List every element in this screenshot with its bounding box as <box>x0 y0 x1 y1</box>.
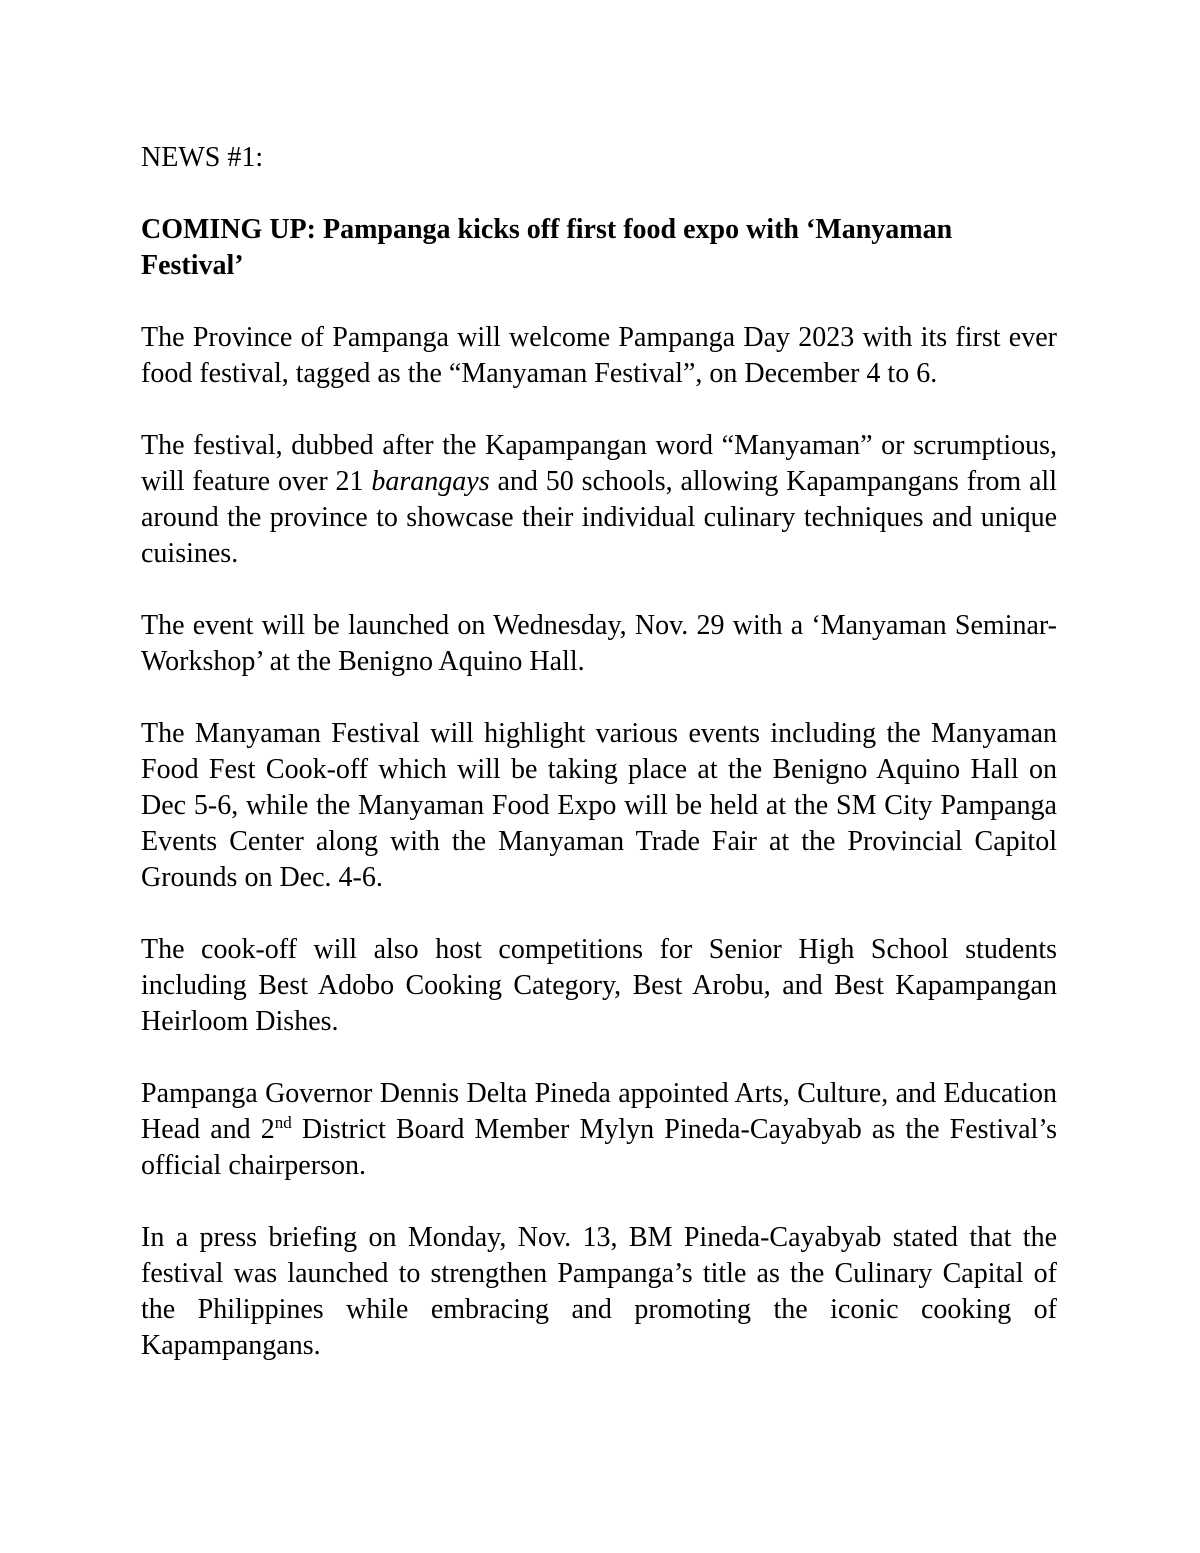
paragraph-3: The event will be launched on Wednesday, Nov. 29 with a ‘Manyaman Seminar-Workshop’ at the Benigno Aquino Hall. <box>141 610 1057 677</box>
paragraph-6-text-before: Pampanga Governor Dennis Delta Pineda appointed Arts, Culture, and Education Head and 2 <box>141 1078 1057 1145</box>
document-page <box>141 140 1057 1364</box>
paragraph-2-italic-term: barangays <box>371 466 490 497</box>
paragraph-6 <box>141 1076 1057 1184</box>
paragraph-5: The cook-off will also host competitions for Senior High School students including Best Adobo Cooking Category, Best Arobu, and Best Kapampangan Heirloom Dishes. <box>141 934 1057 1037</box>
paragraph-4: The Manyaman Festival will highlight various events including the Manyaman Food Fest Cook-off which will be taking place at the Benigno Aquino Hall on Dec 5-6, while the Manyaman Food Expo will be held at the SM City Pampanga Events Center along with the Manyaman Trade Fair at the Provincial Capitol Grounds on Dec. 4-6. <box>141 718 1057 893</box>
paragraph-7: In a press briefing on Monday, Nov. 13, BM Pineda-Cayabyab stated that the festival was launched to strengthen Pampanga’s title as the Culinary Capital of the Philippines while embracing and promoting the iconic cooking of Kapampangans. <box>141 1222 1057 1361</box>
headline: COMING UP: Pampanga kicks off first food expo with ‘Manyaman Festival’ <box>141 214 953 281</box>
paragraph-6-superscript: nd <box>274 1113 292 1132</box>
paragraph-2 <box>141 428 1057 572</box>
paragraph-2-text-after: and 50 schools, allowing Kapampangans from all around the province to showcase their individual culinary techniques and unique cuisines. <box>141 466 1057 569</box>
paragraph-1: The Province of Pampanga will welcome Pampanga Day 2023 with its first ever food festival, tagged as the “Manyaman Festival”, on December 4 to 6. <box>141 322 1057 389</box>
paragraph-2-text-before: The festival, dubbed after the Kapampangan word “Manyaman” or scrumptious, will feature over 21 <box>141 430 1057 497</box>
news-label: NEWS #1: <box>141 142 264 173</box>
paragraph-6-text-after: District Board Member Mylyn Pineda-Cayabyab as the Festival’s official chairperson. <box>141 1114 1057 1181</box>
